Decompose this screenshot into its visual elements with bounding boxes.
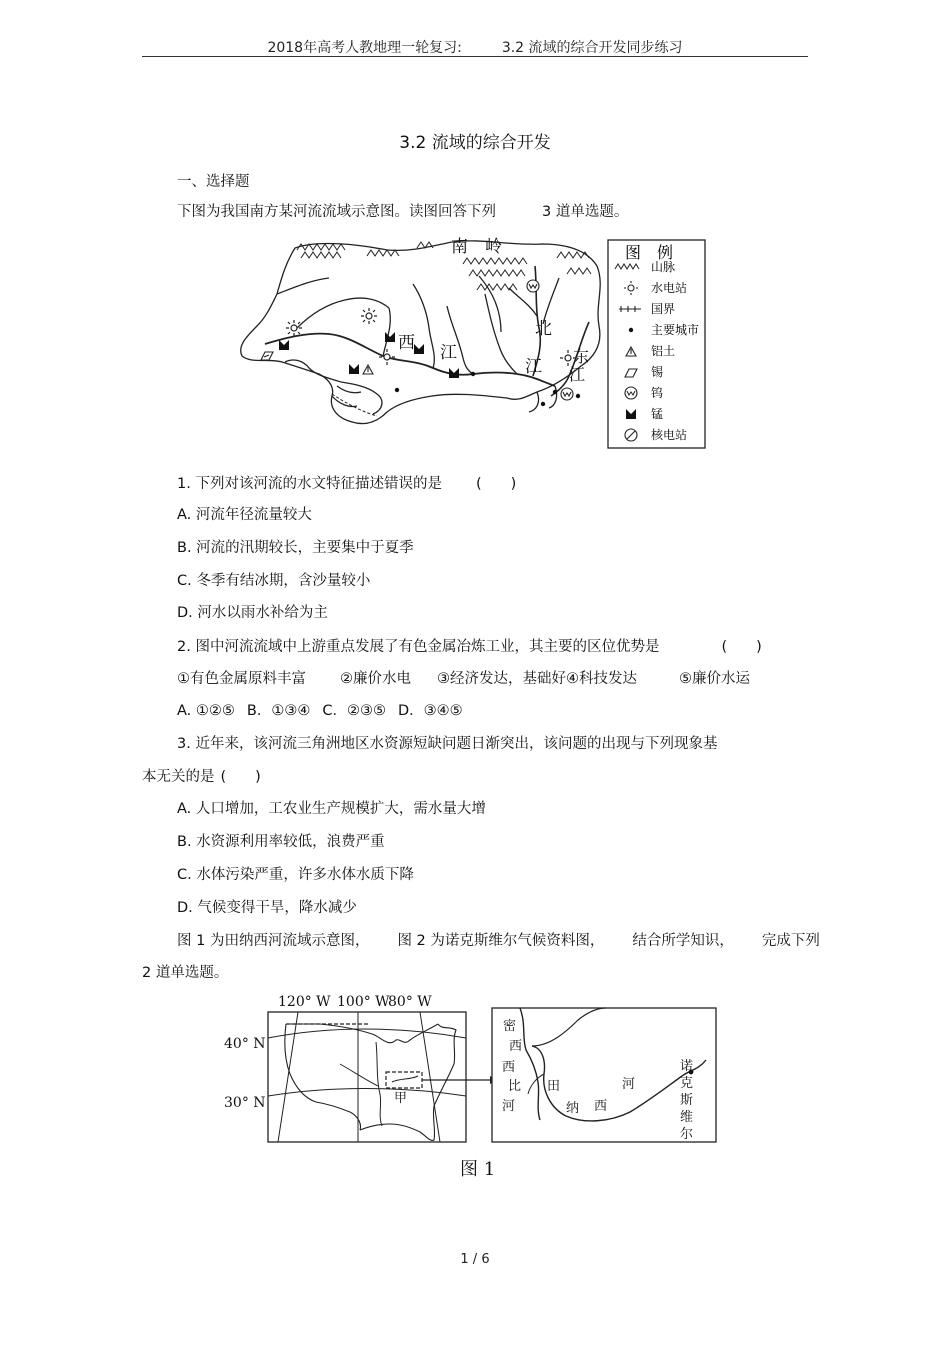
intro-1-a: 下图为我国南方某河流流域示意图。读图回答下列 [177,204,496,220]
q2-option-c: C．②③⑤ [322,703,386,719]
bauxite-symbol [363,365,373,374]
header-left: 2018年高考人教地理一轮复习: [267,40,462,56]
q1-option-b: B. 河流的汛期较长，主要集中于夏季 [177,540,414,556]
legend-item-0: 山脉 [651,260,676,274]
q3-stem-2-text: 本无关的是 [142,769,215,785]
q2-option-b: B．①③④ [246,703,311,719]
legend-item-3: 主要城市 [651,323,700,337]
page-number: 1 / 6 [460,1252,490,1267]
figure-caption: 图 1 [460,1159,496,1180]
map-legend [608,240,705,448]
q2-stem-text: 2. 图中河流流域中上游重点发展了有色金属冶炼工业，其主要的区位优势是 [177,639,660,655]
q1-option-c: C. 冬季有结冰期，含沙量较小 [177,573,371,589]
q1-option-a: A. 河流年径流量较大 [177,507,312,523]
q1-stem [177,472,516,493]
label-tn-2: 纳 [566,1101,580,1116]
section-heading: 一、选择题 [177,174,250,190]
intro-1-b: 3 道单选题。 [542,204,629,220]
q2-options [177,699,463,720]
header-rule [142,56,808,57]
legend-title: 图 例 [625,243,674,262]
intro-2 [177,929,820,950]
q3-stem-1: 3. 近年来，该河流三角洲地区水资源短缺问题日渐突出，该问题的出现与下列现象基 [177,736,718,752]
tin-symbol [261,352,273,360]
page-header [0,37,950,57]
legend-item-7: 锰 [651,407,664,421]
label-xi: 西 [398,333,415,353]
label-bei: 北 [535,319,552,339]
q3-option-b: B. 水资源利用率较低，浪费严重 [177,834,385,850]
tennessee-basin-map [220,990,725,1185]
river-basin-map [237,236,707,451]
label-mi-3: 西 [502,1060,516,1075]
mountains [297,242,591,290]
national-border [332,394,377,416]
label-tn-3: 西 [594,1099,608,1114]
lon-80w: 80° W [388,994,432,1010]
label-dong: 东 [573,347,590,366]
q2-paren: ( ) [721,639,762,655]
q1-option-d: D. 河水以雨水补给为主 [177,605,328,621]
label-jiang: 江 [440,343,457,363]
label-kx-4: 维 [680,1110,694,1125]
legend-item-6: 钨 [651,386,664,400]
intro-2-b: 图 2 为诺克斯维尔气候资料图， [397,933,605,949]
lon-100w: 100° W [337,994,390,1010]
q2-item-3: ③经济发达，基础好④科技发达 [437,671,637,687]
intro-1 [177,200,628,221]
q1-paren: ( ) [475,476,517,492]
legend-item-8: 核电站 [651,428,688,442]
q1-stem-text: 1. 下列对该河流的水文特征描述错误的是 [177,476,442,492]
label-kx-5: 尔 [680,1127,694,1142]
label-mi-2: 西 [509,1039,523,1054]
label-jia: 甲 [394,1091,408,1106]
legend-item-1: 水电站 [651,281,688,295]
q2-stem [177,635,762,656]
q2-option-a: A. ①②⑤ [177,703,235,719]
lon-120w: 120° W [278,994,331,1010]
label-mi-1: 密 [503,1019,517,1034]
header-right: 3.2 流域的综合开发同步练习 [501,40,683,56]
label-kx-1: 诺 [680,1059,694,1074]
label-nanling: 南 岭 [451,237,502,257]
label-tn-4: 河 [622,1077,636,1092]
intro-2-d: 完成下列 [761,933,820,949]
legend-item-2: 国界 [651,302,676,316]
q2-item-2: ②廉价水电 [340,671,411,687]
label-tn-1: 田 [547,1079,561,1094]
intro-2-c: 结合所学知识， [632,933,734,949]
legend-item-4: 铝土 [651,344,676,358]
q3-option-d: D. 气候变得干旱，降水减少 [177,900,357,916]
q2-items [177,667,750,688]
q3-option-c: C. 水体污染严重，许多水体水质下降 [177,867,414,883]
lat-40n: 40° N [224,1036,266,1052]
intro-2-a: 图 1 为田纳西河流域示意图， [177,933,370,949]
q3-option-a: A. 人口增加，工农业生产规模扩大，需水量大增 [177,801,486,817]
label-jiang-dong: 江 [569,365,586,384]
q2-item-1: ①有色金属原料丰富 [177,671,306,687]
usa-map-frame [268,1012,466,1142]
document-title: 3.2 流域的综合开发 [399,133,551,153]
label-jiang-bei: 江 [525,357,542,377]
q3-stem-2 [142,765,261,786]
q2-option-d: D．③④⑤ [397,703,463,719]
city-dots [395,372,580,406]
q2-item-5: ⑤廉价水运 [679,671,750,687]
label-kx-3: 斯 [680,1093,694,1108]
lat-30n: 30° N [224,1095,266,1111]
q3-paren: ( ) [220,769,261,785]
label-kx-2: 克 [680,1076,694,1091]
intro-2-e: 2 道单选题。 [142,965,229,981]
legend-item-5: 锡 [651,365,664,379]
label-mi-4: 比 [508,1079,522,1094]
label-mi-5: 河 [502,1099,516,1114]
